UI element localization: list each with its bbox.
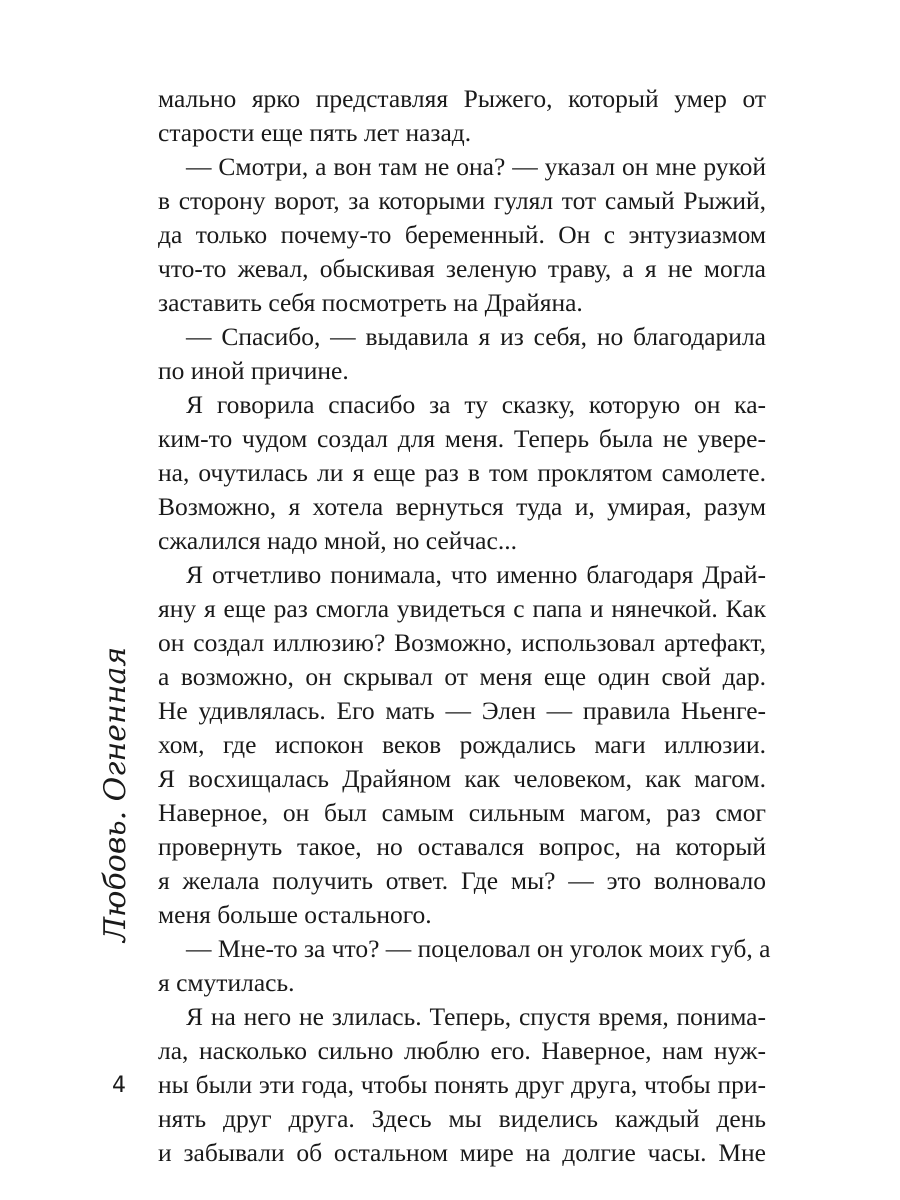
- text-line: — Спасибо, — выдавила я из себя, но благодарила: [186, 322, 766, 351]
- text-line: меня больше остального.: [158, 900, 432, 929]
- text-line: ны были эти года, чтобы понять друг друга, чтобы при-: [158, 1070, 766, 1099]
- text-line: Не удивлялась. Его мать — Элен — правила Ньенге-: [158, 696, 766, 725]
- text-line: Я на него не злилась. Теперь, спустя время, понима-: [186, 1002, 766, 1031]
- text-line: нять друг друга. Здесь мы виделись каждый день: [158, 1104, 766, 1133]
- text-line: яну я еще раз смогла увидеться с папа и нянечкой. Как: [158, 594, 766, 623]
- text-line: Я говорила спасибо за ту сказку, которую он ка-: [186, 390, 766, 419]
- text-line: по иной причине.: [158, 356, 349, 385]
- text-line: а возможно, он скрывал от меня еще один свой дар.: [158, 662, 766, 691]
- text-line: Я восхищалась Драйяном как человеком, как магом.: [158, 764, 766, 793]
- text-line: — Мне-то за что? — поцеловал он уголок моих губ, а: [186, 934, 771, 963]
- text-line: хом, где испокон веков рождались маги иллюзии.: [158, 730, 766, 759]
- text-line: я желала получить ответ. Где мы? — это волновало: [158, 866, 766, 895]
- running-title: Любовь. Огненная: [98, 646, 133, 942]
- text-line: что-то жевал, обыскивая зеленую траву, а я не могла: [158, 254, 766, 283]
- text-line: Я отчетливо понимала, что именно благодаря Драй-: [186, 560, 766, 589]
- text-line: сжалился надо мной, но сейчас...: [158, 526, 517, 555]
- text-line: да только почему-то беременный. Он с энтузиазмом: [158, 220, 766, 249]
- text-line: Возможно, я хотела вернуться туда и, умирая, разум: [158, 492, 766, 521]
- text-line: заставить себя посмотреть на Драйяна.: [158, 288, 583, 317]
- text-line: ла, насколько сильно люблю его. Наверное, нам нуж-: [158, 1036, 766, 1065]
- text-line: мально ярко представляя Рыжего, который умер от: [158, 84, 766, 113]
- text-line: и забывали об остальном мире на долгие часы. Мне: [158, 1138, 766, 1167]
- text-line: я смутилась.: [158, 968, 295, 997]
- page-number: 4: [112, 1073, 126, 1098]
- text-line: в сторону ворот, за которыми гулял тот самый Рыжий,: [158, 186, 766, 215]
- text-line: старости еще пять лет назад.: [158, 118, 472, 147]
- text-line: — Смотри, а вон там не она? — указал он мне рукой: [186, 152, 766, 181]
- text-line: он создал иллюзию? Возможно, использовал артефакт,: [158, 628, 766, 657]
- text-line: ким-то чудом создал для меня. Теперь была не увере-: [158, 424, 766, 453]
- page-text: [158, 82, 771, 1170]
- text-line: на, очутилась ли я еще раз в том проклятом самолете.: [158, 458, 766, 487]
- text-line: Наверное, он был самым сильным магом, раз смог: [158, 798, 766, 827]
- text-line: провернуть такое, но оставался вопрос, на который: [158, 832, 766, 861]
